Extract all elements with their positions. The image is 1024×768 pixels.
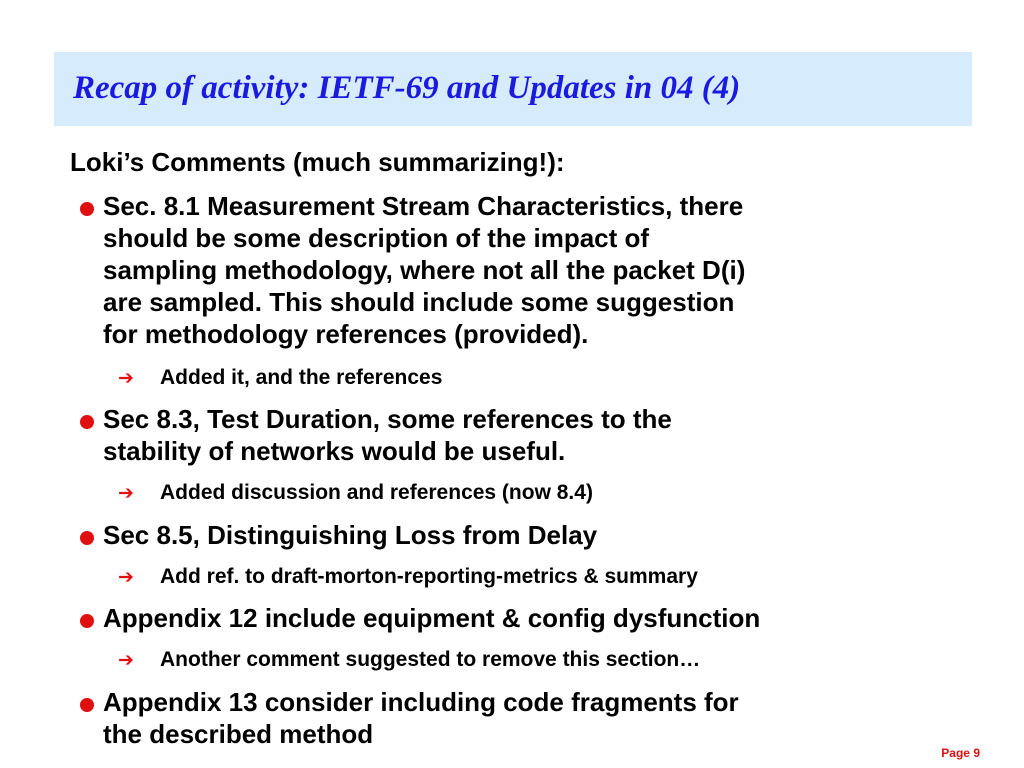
bullet-dot-icon (80, 202, 94, 216)
right-arrow-icon: ➔ (118, 649, 134, 671)
bullet-item (70, 190, 970, 350)
right-arrow-icon: ➔ (118, 566, 134, 588)
bullet-text: Appendix 13 consider including code fragments for the described method (103, 687, 739, 749)
sub-item-text: Added discussion and references (now 8.4) (160, 481, 593, 504)
slide-title: Recap of activity: IETF-69 and Updates in 04 (4) (73, 70, 741, 106)
bullet-dot-icon (80, 531, 94, 545)
right-arrow-icon: ➔ (118, 367, 134, 389)
bullet-item (70, 403, 970, 467)
sub-item-text: Another comment suggested to remove this section… (160, 648, 701, 671)
title-banner (54, 52, 972, 126)
bullet-item (70, 686, 970, 750)
sub-item-text: Added it, and the references (160, 366, 443, 389)
bullet-dot-icon (80, 698, 94, 712)
bullet-text: Appendix 12 include equipment & config dysfunction (103, 603, 761, 633)
bullet-dot-icon (80, 415, 94, 429)
bullet-text: Sec 8.5, Distinguishing Loss from Delay (103, 520, 598, 550)
bullet-text: Sec. 8.1 Measurement Stream Characteristics, there should be some description of the impact of sampling methodology, where not all the packet D(i) are sampled. This should include some suggestion for methodology references (provided). (103, 191, 746, 349)
bullet-dot-icon (80, 614, 94, 628)
bullet-text: Sec 8.3, Test Duration, some references to the stability of networks would be useful. (103, 404, 672, 466)
bullet-item (70, 519, 970, 551)
sub-item-text: Add ref. to draft-morton-reporting-metrics & summary (160, 565, 698, 588)
right-arrow-icon: ➔ (118, 482, 134, 504)
intro-heading: Loki’s Comments (much summarizing!): (70, 147, 565, 177)
page-number: Page 9 (941, 746, 980, 760)
bullet-item (70, 602, 970, 634)
